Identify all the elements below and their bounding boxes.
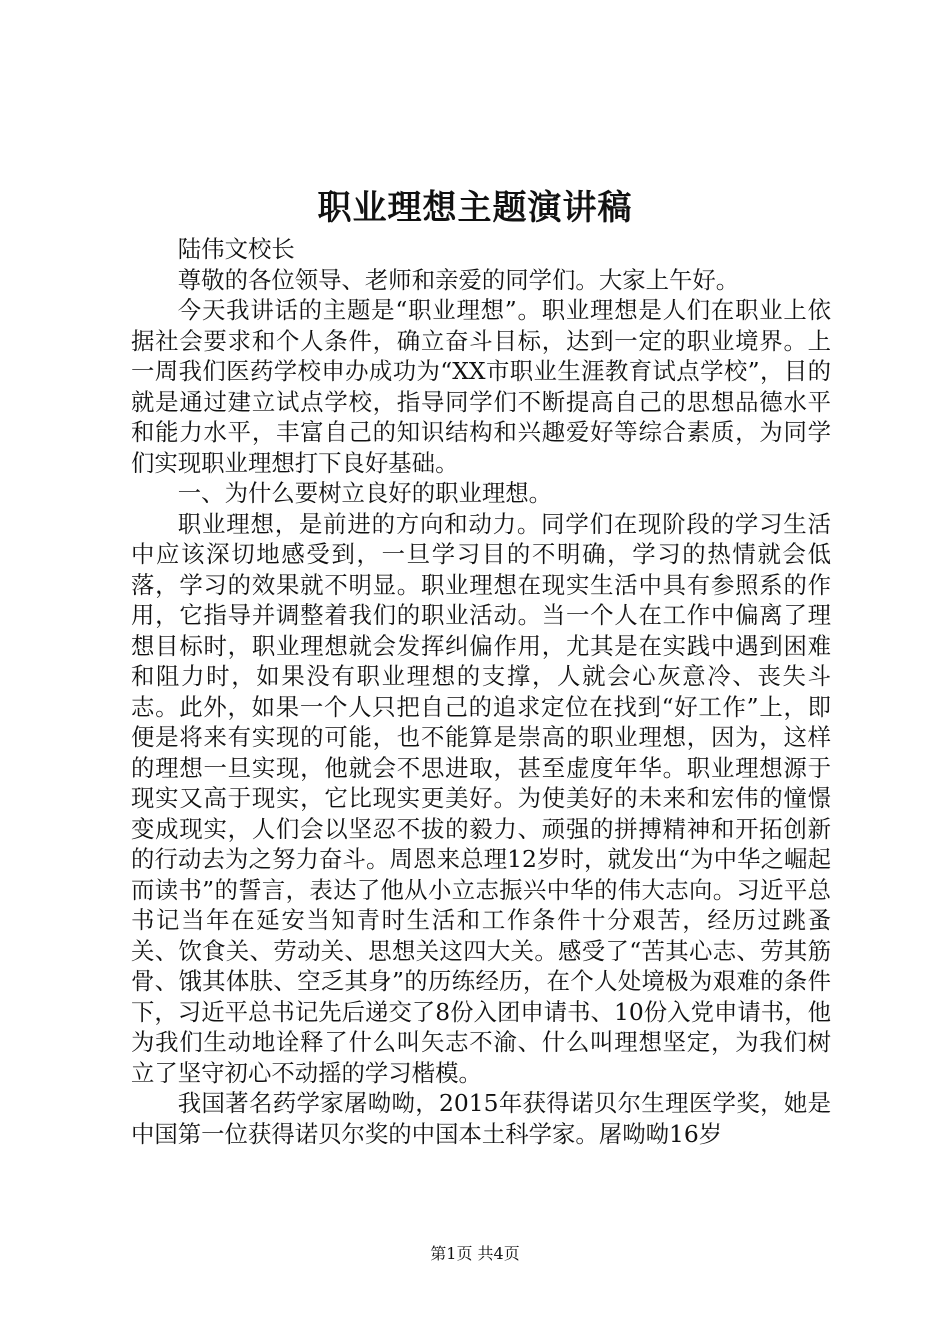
greeting-paragraph: 尊敬的各位领导、老师和亲爱的同学们。大家上午好。 [177, 265, 740, 294]
page-number-footer: 第1页 共4页 [430, 1244, 520, 1263]
page-title: 职业理想主题演讲稿 [317, 188, 633, 228]
section-heading: 一、为什么要树立良好的职业理想。 [177, 479, 553, 507]
body-paragraph: 今天我讲话的主题是“职业理想”。职业理想是人们在职业上依据社会要求和个人条件，确立奋斗目标，达到一定的职业境界。上一周我们医药学校申办成功为“XX市职业生涯教育试点学校”，目的就是通过建立试点学校，指导同学们不断提高自己的思想品德水平和能力水平，丰富自己的知识结构和兴趣爱好等综合素质，为同学们实现职业理想打下良好基础。 [131, 296, 831, 477]
body-paragraph: 我国著名药学家屠呦呦，2015年获得诺贝尔生理医学奖，她是中国第一位获得诺贝尔奖的中国本土科学家。屠呦呦16岁 [131, 1089, 831, 1148]
body-paragraph: 职业理想，是前进的方向和动力。同学们在现阶段的学习生活中应该深切地感受到，一旦学习目的不明确，学习的热情就会低落，学习的效果就不明显。职业理想在现实生活中具有参照系的作用，它指导并调整着我们的职业活动。当一个人在工作中偏离了理想目标时，职业理想就会发挥纠偏作用，尤其是在实践中遇到困难和阻力时，如果没有职业理想的支撑，人就会心灰意冷、丧失斗志。此外，如果一个人只把自己的追求定位在找到“好工作”上，即便是将来有实现的可能，也不能算是崇高的职业理想，因为，这样的理想一旦实现，他就会不思进取，甚至虚度年华。职业理想源于现实又高于现实，它比现实更美好。为使美好的未来和宏伟的憧憬变成现实，人们会以坚忍不拔的毅力、顽强的拼搏精神和开拓创新的行动去为之努力奋斗。周恩来总理12岁时，就发出“为中华之崛起而读书”的誓言，表达了他从小立志振兴中华的伟大志向。习近平总书记当年在延安当知青时生活和工作条件十分艰苦，经历过跳蚤关、饮食关、劳动关、思想关这四大关。感受了“苦其心志、劳其筋骨、饿其体肤、空乏其身”的历练经历，在个人处境极为艰难的条件下，习近平总书记先后递交了8份入团申请书、10份入党申请书，他为我们生动地诠释了什么叫矢志不渝、什么叫理想坚定，为我们树立了坚守初心不动摇的学习楷模。 [131, 509, 831, 1087]
author-line: 陆伟文校长 [177, 235, 295, 263]
document-body [131, 234, 831, 1149]
